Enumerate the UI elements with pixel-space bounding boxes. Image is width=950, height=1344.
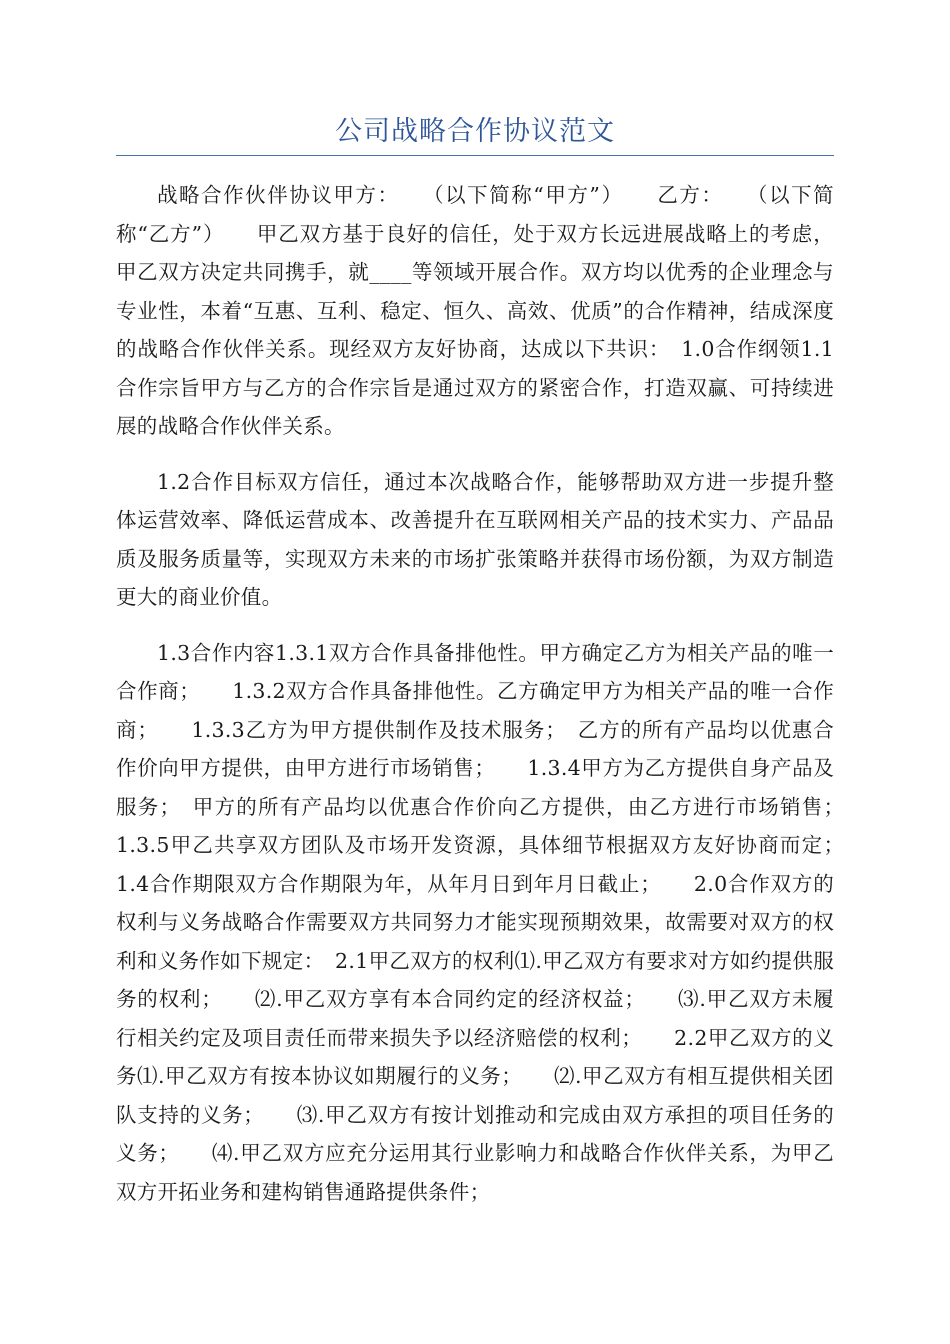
title-underline xyxy=(116,155,834,156)
paragraph-1: 战略合作伙伴协议甲方： （以下简称“甲方”） 乙方： （以下简称“乙方”） 甲乙双方基于良好的信任，处于双方长远进展战略上的考虑，甲乙双方决定共同携手，就____等领域开展合作。双方均以优秀的企业理念与专业性，本着“互惠、互利、稳定、恒久、高效、优质”的合作精神，结成深度的战略合作伙伴关系。现经双方友好协商，达成以下共识： 1.0合作纲领1.1合作宗旨甲方与乙方的合作宗旨是通过双方的紧密合作，打造双赢、可持续进展的战略合作伙伴关系。 xyxy=(116,183,834,438)
paragraph-2: 1.2合作目标双方信任，通过本次战略合作，能够帮助双方进一步提升整体运营效率、降低运营成本、改善提升在互联网相关产品的技术实力、产品品质及服务质量等，实现双方未来的市场扩张策略并获得市场份额，为双方制造更大的商业价值。 xyxy=(116,469,834,609)
document-title: 公司战略合作协议范文 xyxy=(335,116,615,147)
document-body xyxy=(116,176,876,1228)
paragraph-3: 1.3合作内容1.3.1双方合作具备排他性。甲方确定乙方为相关产品的唯一合作商； 1.3.2双方合作具备排他性。乙方确定甲方为相关产品的唯一合作商； 1.3.3乙方为甲方提供制作及技术服务； 乙方的所有产品均以优惠合作价向甲方提供，由甲方进行市场销售； 1.3.4甲方为乙方提供自身产品及服务； 甲方的所有产品均以优惠合作价向乙方提供，由乙方进行市场销售； 1.3.5甲乙共享双方团队及市场开发资源，具体细节根据双方友好协商而定； 1.4合作期限双方合作期限为年，从年月日到年月日截止； 2.0合作双方的权利与义务战略合作需要双方共同努力才能实现预期效果，故需要对双方的权利和义务作如下规定： 2.1甲乙双方的权利⑴.甲乙双方有要求对方如约提供服务的权利； ⑵.甲乙双方享有本合同约定的经济权益； ⑶.甲乙双方未履行相关约定及项目责任而带来损失予以经济赔偿的权利； 2.2甲乙双方的义务⑴.甲乙双方有按本协议如期履行的义务； ⑵.甲乙双方有相互提供相关团队支持的义务； ⑶.甲乙双方有按计划推动和完成由双方承担的项目任务的义务； ⑷.甲乙双方应充分运用其行业影响力和战略合作伙伴关系，为甲乙双方开拓业务和建构销售通路提供条件； xyxy=(116,640,876,1204)
